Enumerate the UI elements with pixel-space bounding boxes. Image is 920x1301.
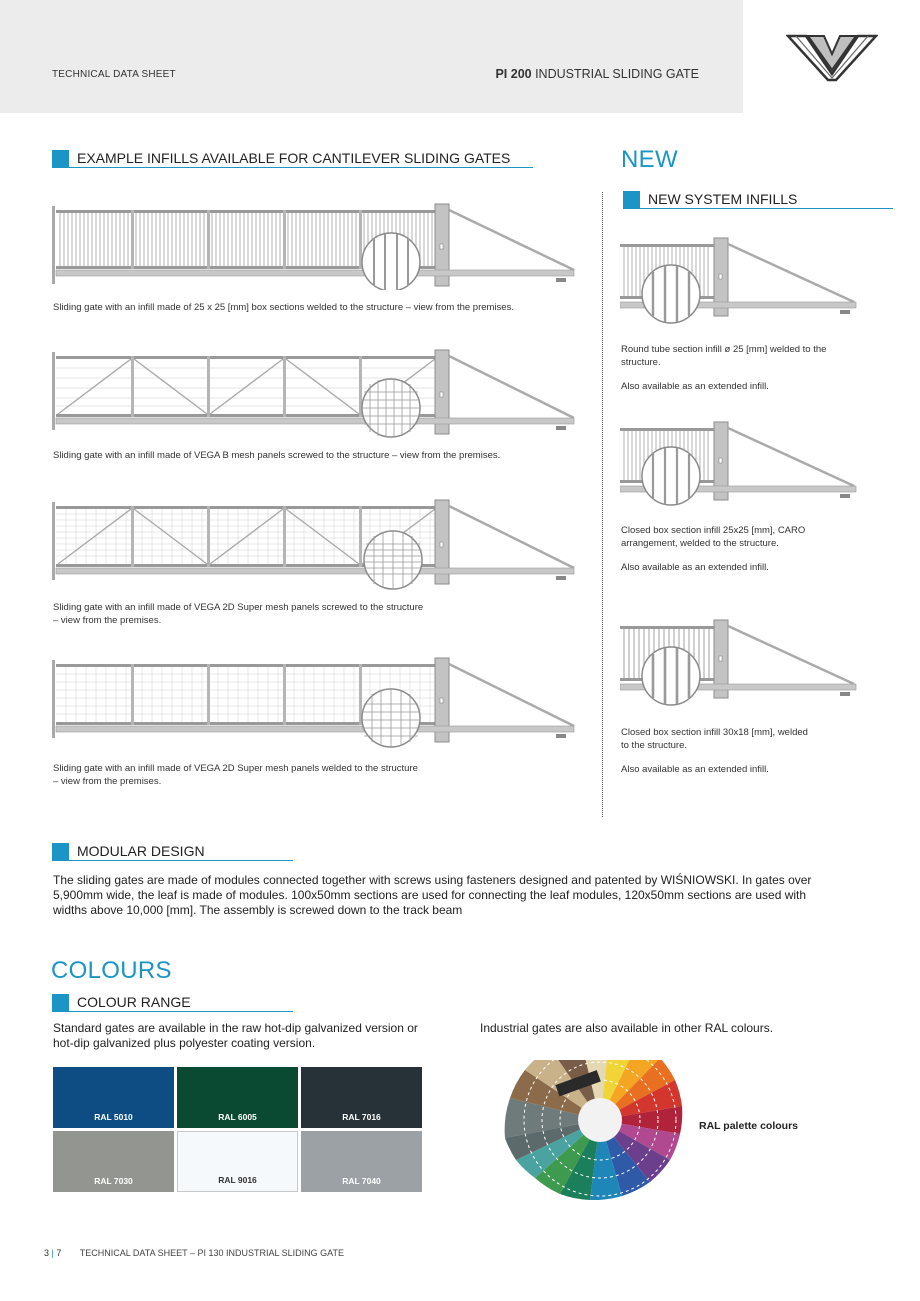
gate-image-box-sections bbox=[52, 200, 578, 290]
page-separator: | bbox=[51, 1248, 54, 1258]
gate-image-vega-b bbox=[52, 348, 578, 440]
infill-caption-1: Sliding gate with an infill made of 25 x 25 [mm] box sections welded to the structure – view from the premises. bbox=[53, 302, 514, 313]
modular-line-2: 5,900mm wide, the leaf is made of modules. 100x50mm sections are used for connecting the leaf modules, 120x50mm sections are used with bbox=[53, 888, 807, 902]
swatch-label: RAL 7040 bbox=[342, 1176, 381, 1186]
modular-line-1: The sliding gates are made of modules connected together with screws using fasteners designed and patented by WIŚNIOWSKI. In gates over bbox=[53, 873, 812, 887]
colour-range-heading-text: COLOUR RANGE bbox=[77, 994, 191, 1010]
modular-heading bbox=[52, 843, 293, 861]
page-current: 3 bbox=[44, 1248, 50, 1258]
swatch-label: RAL 5010 bbox=[94, 1112, 133, 1122]
new-infill-caption-3-line2: to the structure. bbox=[621, 740, 688, 751]
infill-caption-2: Sliding gate with an infill made of VEGA B mesh panels screwed to the structure – view from the premises. bbox=[53, 450, 501, 461]
swatch-label: RAL 7030 bbox=[94, 1176, 133, 1186]
new-infills-heading-text: NEW SYSTEM INFILLS bbox=[648, 191, 798, 207]
modular-line-3: widths above 10,000 [mm]. The assembly is screwed down to the track beam bbox=[53, 903, 463, 917]
header-product-title bbox=[495, 67, 699, 81]
colours-left-line-2: hot-dip galvanized plus polyester coating version. bbox=[53, 1036, 316, 1050]
new-infills-heading bbox=[623, 191, 893, 209]
new-infill-caption-2 bbox=[621, 524, 881, 574]
infill-caption-3-line2: – view from the premises. bbox=[53, 615, 162, 626]
new-infill-caption-1-line1: Round tube section infill ø 25 [mm] welded to the bbox=[621, 344, 827, 355]
swatch-ral-5010 bbox=[53, 1067, 174, 1128]
colours-left-line-1: Standard gates are available in the raw hot-dip galvanized version or bbox=[53, 1021, 418, 1035]
new-gate-image-round-tube bbox=[620, 234, 860, 328]
section-marker bbox=[52, 843, 69, 860]
new-infill-caption-1 bbox=[621, 343, 881, 393]
header-doc-type: TECHNICAL DATA SHEET bbox=[52, 69, 176, 80]
new-infill-caption-2-extra: Also available as an extended infill. bbox=[621, 562, 769, 573]
colours-left-text bbox=[53, 1021, 463, 1051]
column-divider bbox=[602, 192, 603, 817]
new-gate-image-30x18 bbox=[620, 612, 860, 710]
new-gate-image-caro bbox=[620, 416, 860, 512]
infill-caption-4-line1: Sliding gate with an infill made of VEGA 2D Super mesh panels welded to the structure bbox=[53, 763, 418, 774]
header-product-name: INDUSTRIAL SLIDING GATE bbox=[535, 67, 699, 81]
swatch-ral-7016 bbox=[301, 1067, 422, 1128]
infills-heading bbox=[52, 150, 533, 168]
new-title: NEW bbox=[621, 146, 678, 173]
infill-caption-3-line1: Sliding gate with an infill made of VEGA 2D Super mesh panels screwed to the structure bbox=[53, 602, 424, 613]
new-infill-caption-1-line2: structure. bbox=[621, 357, 661, 368]
gate-image-vega-2d-welded bbox=[52, 652, 578, 748]
modular-heading-text: MODULAR DESIGN bbox=[77, 843, 205, 859]
colour-range-heading bbox=[52, 994, 293, 1012]
modular-paragraph bbox=[53, 873, 868, 918]
header-band bbox=[0, 0, 743, 113]
header-product-code: PI 200 bbox=[495, 67, 532, 81]
footer-text: TECHNICAL DATA SHEET – PI 130 INDUSTRIAL SLIDING GATE bbox=[79, 1248, 344, 1258]
infill-caption-4 bbox=[53, 762, 418, 788]
new-infill-caption-3-line1: Closed box section infill 30x18 [mm], welded bbox=[621, 727, 808, 738]
swatch-label: RAL 9016 bbox=[218, 1175, 257, 1185]
new-infill-caption-2-line1: Closed box section infill 25x25 [mm], CARO bbox=[621, 525, 806, 536]
swatch-label: RAL 7016 bbox=[342, 1112, 381, 1122]
colours-right-text: Industrial gates are also available in other RAL colours. bbox=[480, 1021, 774, 1035]
footer bbox=[44, 1248, 344, 1258]
new-infill-caption-2-line2: arrangement, welded to the structure. bbox=[621, 538, 779, 549]
wisniowski-logo bbox=[786, 32, 878, 82]
page-number bbox=[44, 1248, 61, 1258]
infills-heading-text: EXAMPLE INFILLS AVAILABLE FOR CANTILEVER SLIDING GATES bbox=[77, 150, 511, 166]
section-marker bbox=[52, 994, 69, 1011]
swatch-ral-9016 bbox=[177, 1131, 298, 1192]
new-infill-caption-3 bbox=[621, 726, 881, 776]
new-infill-caption-3-extra: Also available as an extended infill. bbox=[621, 764, 769, 775]
section-marker bbox=[52, 150, 69, 167]
swatch-ral-6005 bbox=[177, 1067, 298, 1128]
infill-caption-3 bbox=[53, 601, 423, 627]
page-total: 7 bbox=[56, 1248, 62, 1258]
section-marker bbox=[623, 191, 640, 208]
swatch-ral-7030 bbox=[53, 1131, 174, 1192]
ral-palette-fan-image bbox=[485, 1060, 685, 1200]
infill-caption-4-line2: – view from the premises. bbox=[53, 776, 162, 787]
new-infill-caption-1-extra: Also available as an extended infill. bbox=[621, 381, 769, 392]
swatch-ral-7040 bbox=[301, 1131, 422, 1192]
swatch-label: RAL 6005 bbox=[218, 1112, 257, 1122]
colours-title: COLOURS bbox=[51, 957, 172, 984]
ral-palette-label: RAL palette colours bbox=[699, 1120, 798, 1132]
gate-image-vega-2d-screwed bbox=[52, 496, 578, 592]
